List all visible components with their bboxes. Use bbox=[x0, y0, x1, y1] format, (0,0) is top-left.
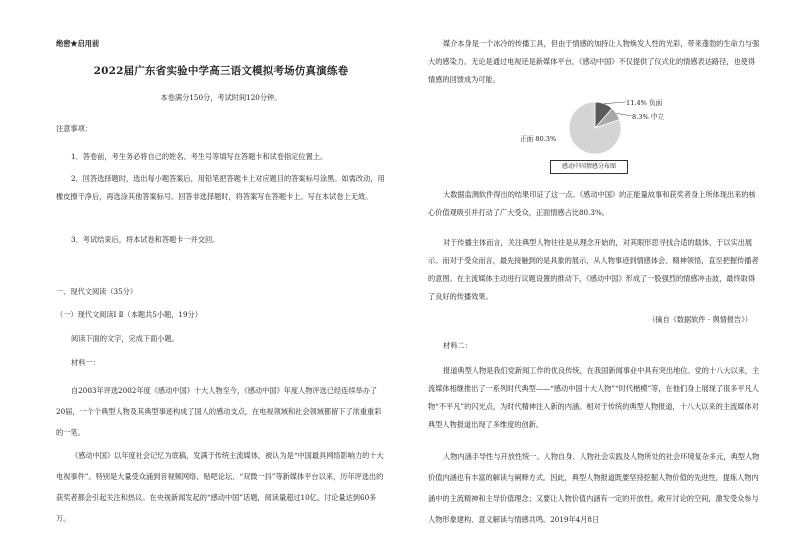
chart-caption: 感动中国情感分布图 bbox=[550, 160, 628, 174]
sub-section-heading: （一）现代文阅读Ⅰ Ⅱ（本题共5小题，19分） bbox=[56, 310, 202, 319]
pie-label-neutral: 8.3% 中立 bbox=[632, 113, 665, 121]
pie-label-negative: 11.4% 负面 bbox=[626, 99, 663, 107]
notice-item-1: 1．答卷前，考生务必将自己的姓名、考生号等填写在答题卡和试卷指定位置上。 bbox=[71, 152, 328, 161]
notice-item-3: 3．考试结束后，将本试卷和答题卡一并交回。 bbox=[71, 235, 220, 244]
section-heading: 一、现代文阅读（35分） bbox=[56, 287, 138, 296]
material1-paragraph-2: 《感动中国》以年度社会记忆为底稿，发满于传统主流媒体，被认为是“中国最具网络影响力的十大电视事件”。特别是大量受众涌到音视频网络、贴吧论坛、“双微一抖”等新媒体平台以来，历年评选出的获奖者都会引起关注和热议。在央视新闻发起的“感动中国”话题，阅读量超过10亿，讨论量达到60多万。 bbox=[56, 451, 384, 523]
pie-leader-中立 bbox=[617, 113, 632, 116]
score-info: 本卷满分150分，考试时间120分钟。 bbox=[160, 93, 282, 102]
paragraph-audience: 对于传播主体而言，关注典型人物往往是从理念开始的，对其眼形思寻找合适的载体，于以实出展示。而对于受众而言，最先接触到的是具象的展示，从人物事迹到情感体会、精神领悟，直至把握传播者的意图。在主流媒体主动进行议题设置的推动下，《感动中国》形成了一股强烈的情感冲击波，最终取得了良好的传播效果。 bbox=[428, 238, 759, 301]
material2-paragraph-2: 人物内涵手导性与开放性统一。人物自身、人物社会实践及人物所处的社会环境复杂多元，典型人物价值内涵也有丰富的解读与阐释方式。因此，典型人物报道既要坚持挖掘人物价值的先进性，提炼人物内涵中的主流精神和主导价值理念；又要让人物价值内涵有一定的开放性，敞开讨论的空间，激发受众参与人物形象建构、意义解读与情感共鸣。2019年4月8日 bbox=[428, 452, 760, 524]
material1-paragraph-1: 自2003年评选2002年度《感动中国》十大人物至今，《感动中国》年度人物评选已经连续举办了20届，一个个典型人物及其典型事迹构成了国人的感动支点，在电视领域和社会领域都留下了浓重重彩的一笔。 bbox=[56, 386, 382, 437]
material2-label: 材料二： bbox=[443, 341, 472, 350]
notice-heading: 注意事项： bbox=[56, 124, 92, 133]
confidential-mark: 绝密★启用前 bbox=[56, 39, 100, 48]
notice-item-2: 2．回答选择题时，选出每小题答案后，用铅笔把答题卡上对应题目的答案标号涂黑。如需改动，用橡皮擦干净后，再选涂其他答案标号。回答非选择题时，将答案写在答题卡上。写在本试卷上无效。 bbox=[56, 174, 385, 201]
pie-label-positive: 正面 80.3% bbox=[520, 135, 557, 143]
material2-paragraph-1: 报道典型人物是我们党新闻工作的优良传统，在我国新闻事业中具有突出地位。党的十八大以来，主流媒体相继推出了一系列时代典型——“感动中国十大人物”“时代楷模”等，在他们身上展现了很多平凡人物“不平凡”的闪光点，为时代精神注入新的内涵。相对于传统的典型人物报道，十八大以来的主流媒体对典型人物报道出现了多维度的创新。 bbox=[428, 366, 760, 429]
exam-title: 2022届广东省实验中学高三语文模拟考场仿真演练卷 bbox=[93, 65, 349, 77]
paragraph-bigdata: 大数据监测软件得出的结果印证了这一点。《感动中国》的正能量故事和获奖者身上所体现出来的核心价值观吸引并打动了广大受众，正面情感占比80.3%。 bbox=[428, 190, 756, 217]
paragraph-media: 媒介本身是一个冰冷的传播工具，但由于情感的加持让人物焕发人性的光彩，带来蓬勃的生命力与强大的感染力。无论是通过电视还是新媒体平台，《感动中国》不仅提供了仪式化的情感表达路径，也使得情感的回馈成为可能。 bbox=[428, 39, 760, 84]
source-citation: （摘自《数据软件 · 舆情报告》） bbox=[648, 315, 752, 324]
reading-instruction: 阅读下面的文字，完成下面小题。 bbox=[71, 334, 179, 343]
material1-label: 材料一： bbox=[71, 358, 100, 367]
pie-leader-负面 bbox=[604, 102, 626, 104]
